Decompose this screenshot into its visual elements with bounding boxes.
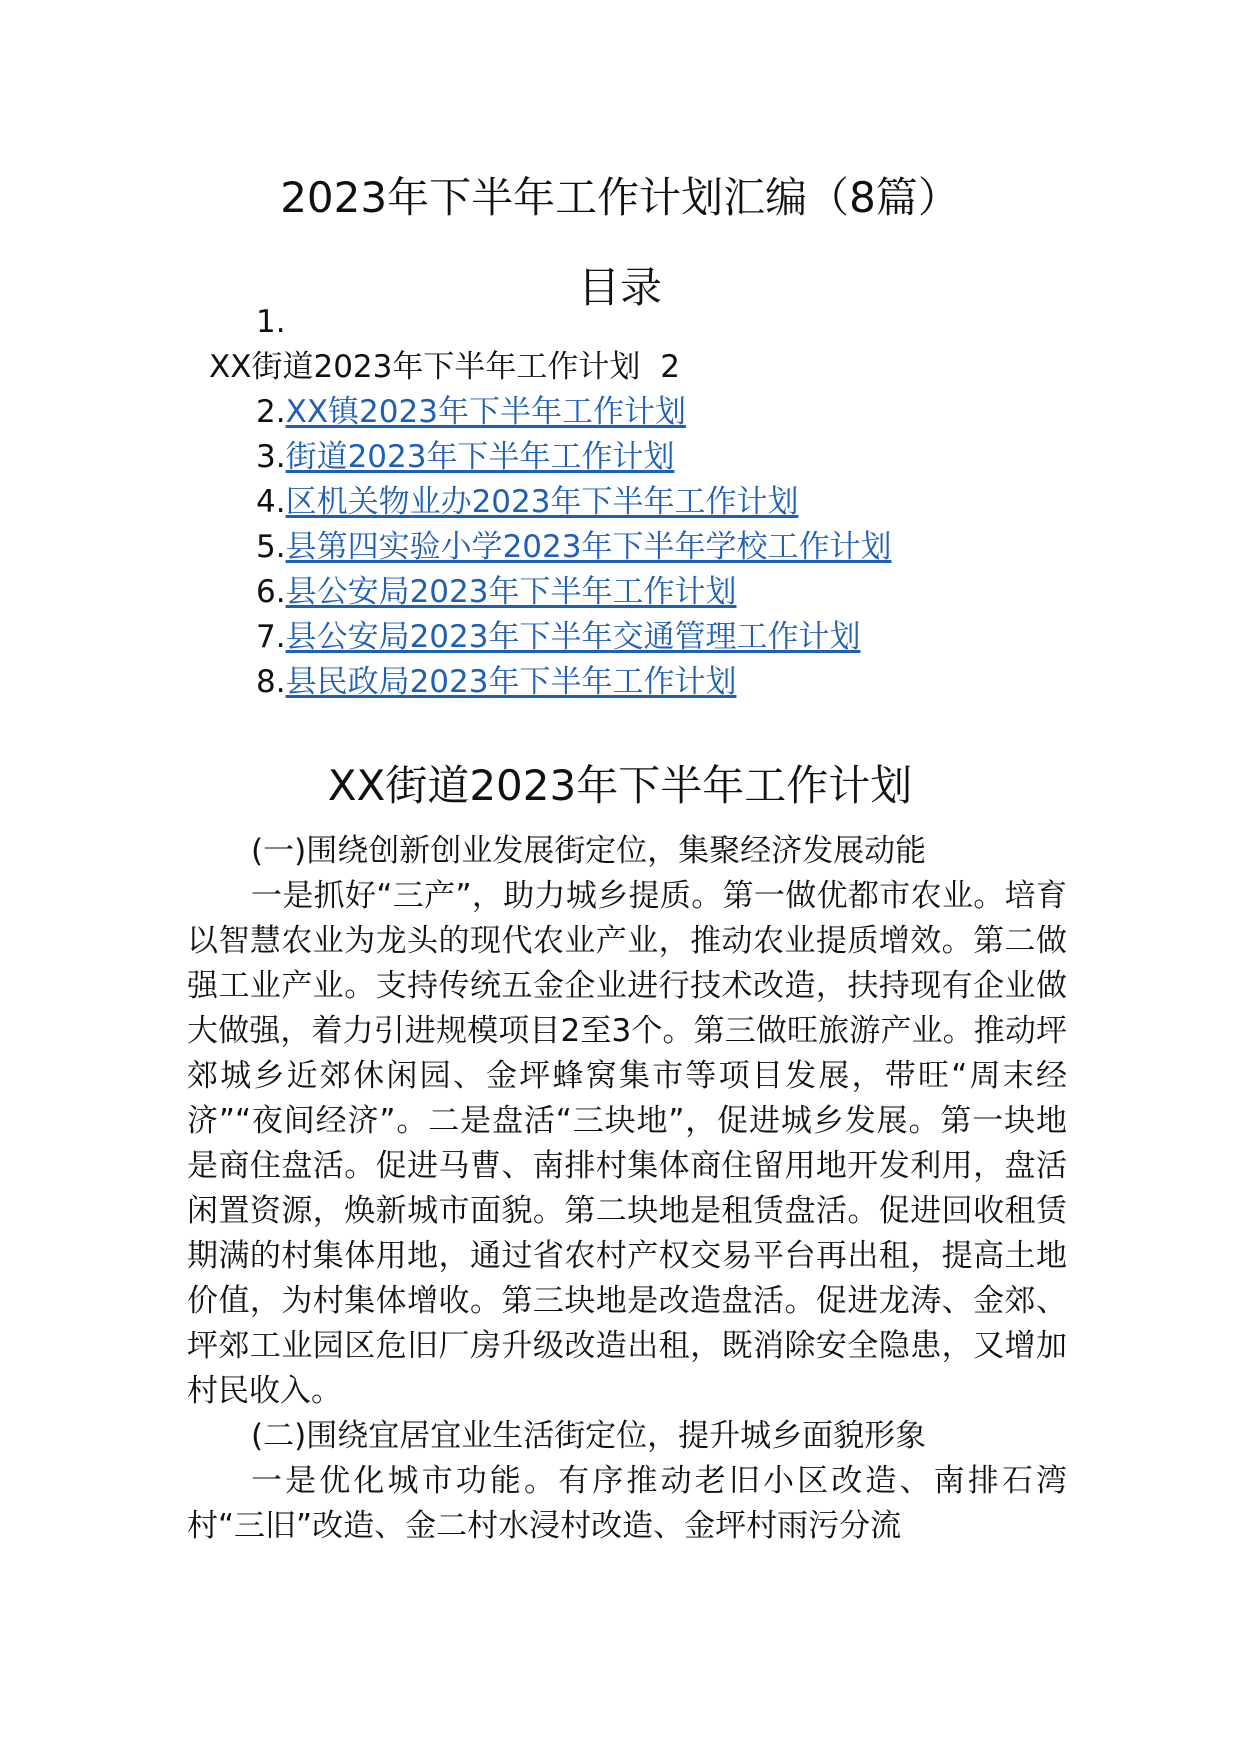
toc-link[interactable]: 区机关物业办2023年下半年工作计划 [285, 484, 799, 520]
subheading-2: (二)围绕宜居宜业生活街定位，提升城乡面貌形象 [251, 1418, 927, 1454]
toc-item-5 [256, 525, 891, 570]
toc-item-number: 4. [256, 484, 286, 520]
toc-item-number: 2. [256, 394, 286, 430]
toc-item-3 [256, 435, 674, 480]
toc-link[interactable]: 县第四实验小学2023年下半年学校工作计划 [285, 529, 892, 565]
document-title: 2023年下半年工作计划汇编（8篇） [280, 173, 960, 222]
toc-item-8 [256, 660, 736, 705]
toc-item-number: 3. [256, 439, 286, 475]
toc-item-6 [256, 570, 736, 615]
toc-item-page-number: 2 [660, 349, 680, 385]
toc-item-7 [256, 615, 860, 660]
toc-item-number: 7. [256, 619, 286, 655]
toc-item-number: 5. [256, 529, 286, 565]
section-body [187, 829, 1067, 1549]
paragraph-2: 一是优化城市功能。有序推动老旧小区改造、南排石湾村“三旧”改造、金二村水浸村改造、金坪村雨污分流 [187, 1463, 1067, 1544]
toc-item-4 [256, 480, 798, 525]
toc-link[interactable]: 县公安局2023年下半年交通管理工作计划 [285, 619, 861, 655]
paragraph-1: 一是抓好“三产”，助力城乡提质。第一做优都市农业。培育以智慧农业为龙头的现代农业产业，推动农业提质增效。第二做强工业产业。支持传统五金企业进行技术改造，扶持现有企业做大做强，着力引进规模项目2至3个。第三做旺旅游产业。推动坪郊城乡近郊休闲园、金坪蜂窝集市等项目发展，带旺“周末经济”“夜间经济”。二是盘活“三块地”，促进城乡发展。第一块地是商住盘活。促进马曹、南排村集体商住留用地开发利用，盘活闲置资源，焕新城市面貌。第二块地是租赁盘活。促进回收租赁期满的村集体用地，通过省农村产权交易平台再出租，提高土地价值，为村集体增收。第三块地是改造盘活。促进龙涛、金郊、坪郊工业园区危旧厂房升级改造出租，既消除安全隐患，又增加村民收入。 [187, 878, 1067, 1409]
toc-link[interactable]: 街道2023年下半年工作计划 [285, 439, 675, 475]
toc-link[interactable]: XX镇2023年下半年工作计划 [285, 394, 686, 430]
toc-link[interactable]: 县民政局2023年下半年工作计划 [285, 664, 737, 700]
toc-item-text[interactable]: XX街道2023年下半年工作计划 [209, 349, 641, 385]
toc-item-number: 8. [256, 664, 286, 700]
toc-item-number: 6. [256, 574, 286, 610]
toc-item-2 [256, 390, 686, 435]
toc-item-1[interactable] [209, 345, 680, 390]
toc-item-1-number-line [256, 300, 286, 345]
toc-item-number: 1. [256, 304, 286, 340]
subheading-1: (一)围绕创新创业发展街定位，集聚经济发展动能 [251, 833, 927, 869]
toc-heading: 目录 [577, 263, 662, 312]
toc-link[interactable]: 县公安局2023年下半年工作计划 [285, 574, 737, 610]
section-title: XX街道2023年下半年工作计划 [327, 761, 913, 810]
